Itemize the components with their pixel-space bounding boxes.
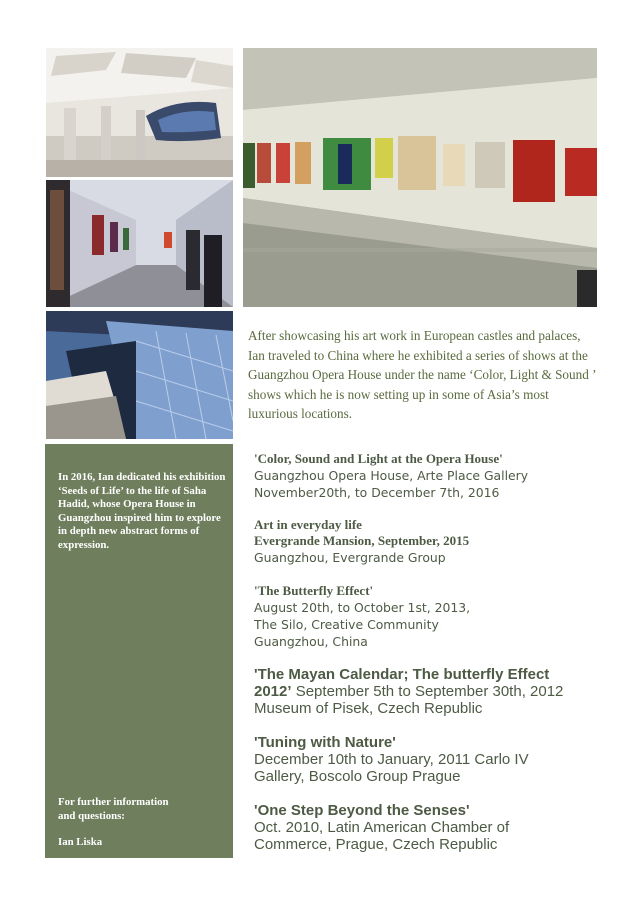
exhibition-detail: Guangzhou, China [254,634,368,649]
exhibition-title: 2012’ [254,683,292,700]
exhibition-title: Evergrande Mansion, September, 2015 [254,533,470,548]
gallery-exhibition-photo [243,48,597,307]
exhibition-detail: December 10th to January, 2011 Carlo IV [254,751,529,768]
exhibition-entry [254,802,599,853]
sidebar-dedication-text: In 2016, Ian dedicated his exhibition ‘Seeds of Life’ to the life of Saha Hadid, whose Opera House in Guangzhou inspired him to explore in depth new abstract forms of expression. [58,471,226,551]
exhibition-title: 'One Step Beyond the Senses' [254,802,470,819]
exhibition-detail: September 5th to September 30th, 2012 [291,683,564,700]
exhibition-detail: August 20th, to October 1st, 2013, [254,600,471,615]
glass-facade-photo [46,311,233,439]
exhibition-detail: Oct. 2010, Latin American Chamber of [254,819,510,836]
exhibition-entry [254,517,599,566]
sidebar-panel [45,444,233,858]
sidebar-info-line: and questions: [58,809,125,822]
sidebar-contact-label [58,796,230,823]
exhibition-entry [254,666,599,717]
exhibition-detail: Commerce, Prague, Czech Republic [254,836,498,853]
exhibition-detail: Guangzhou, Evergrande Group [254,550,446,565]
exhibition-entry [254,451,599,501]
opera-house-interior-photo [46,48,233,177]
exhibition-detail: Guangzhou Opera House, Arte Place Gallery [254,468,529,483]
exhibition-detail: Museum of Pisek, Czech Republic [254,700,483,717]
intro-paragraph: After showcasing his art work in European castles and palaces, Ian traveled to China where he exhibited a series of shows at the Guangzhou Opera House under the name ‘Color, Light & Sound ’ shows which he is now setting up in some of Asia’s most luxurious locations. [248,328,596,422]
sidebar-contact-name: Ian Liska [58,836,103,848]
exhibition-title: 'Color, Sound and Light at the Opera House' [254,451,503,466]
exhibition-title: 'The Mayan Calendar; The butterfly Effect [254,666,550,683]
exhibition-title: 'Tuning with Nature' [254,734,396,751]
gallery-corridor-photo [46,180,233,307]
exhibition-title: Art in everyday life [254,517,362,532]
exhibition-entry [254,734,599,785]
exhibition-title: 'The Butterfly Effect' [254,583,374,598]
exhibition-detail: Gallery, Boscolo Group Prague [254,768,461,785]
sidebar-info-line: For further information [58,796,169,808]
exhibition-detail: November20th, to December 7th, 2016 [254,485,500,500]
exhibition-detail: The Silo, Creative Community [254,617,439,632]
exhibition-entry [254,583,599,650]
